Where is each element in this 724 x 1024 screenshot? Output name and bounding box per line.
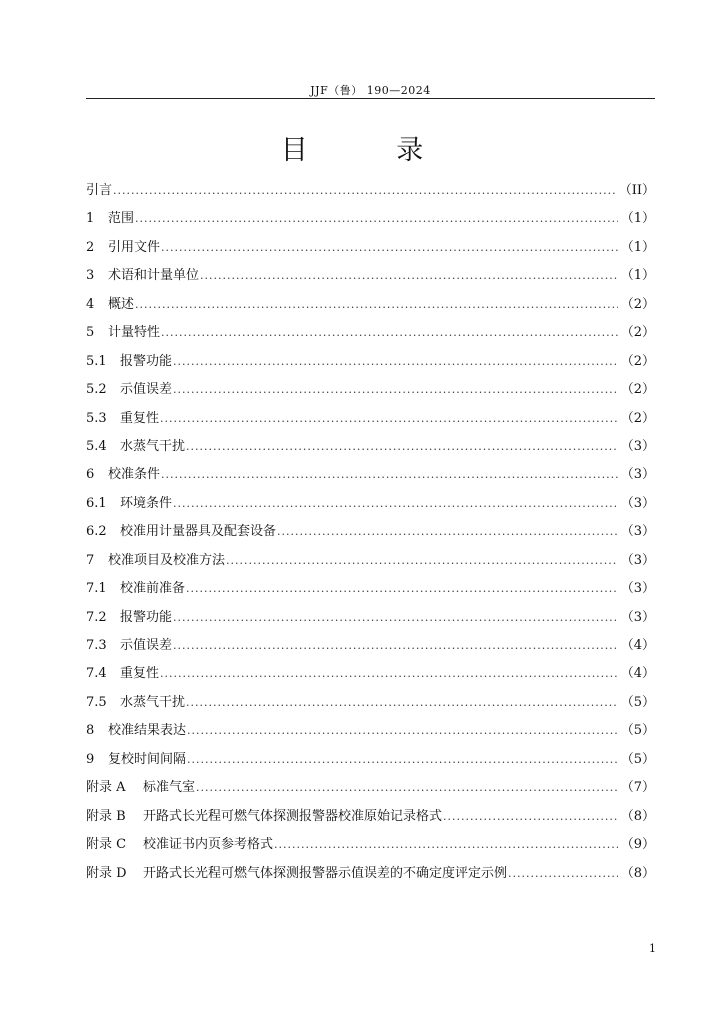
- toc-entry-label: 校准用计量器具及配套设备: [120, 524, 277, 540]
- toc-entry[interactable]: [86, 831, 655, 859]
- toc-entry-label: 报警功能: [120, 353, 173, 369]
- dot-leader: [160, 660, 618, 688]
- toc-entry-page: （3）: [620, 581, 655, 597]
- toc-entry-label: 示值误差: [120, 382, 173, 398]
- toc-entry-number: 6.2: [86, 524, 107, 540]
- toc-entry[interactable]: [86, 575, 655, 603]
- toc-entry-number: 4: [86, 296, 95, 312]
- table-of-contents: [86, 177, 655, 888]
- toc-entry-page: （II）: [618, 183, 655, 198]
- toc-entry[interactable]: [86, 774, 655, 802]
- toc-entry[interactable]: [86, 860, 655, 888]
- toc-entry-label: 校准结果表达: [108, 723, 187, 739]
- toc-entry-label: 范围: [108, 211, 135, 227]
- footer-page-number: 1: [649, 942, 656, 955]
- toc-entry[interactable]: [86, 803, 655, 831]
- toc-entry-page: （8）: [620, 808, 655, 824]
- dot-leader: [173, 490, 618, 518]
- toc-entry-label: 复校时间间隔: [108, 751, 187, 767]
- toc-entry-number: 2: [86, 239, 95, 255]
- dot-leader: [161, 234, 618, 262]
- toc-entry-page: （4）: [620, 666, 655, 682]
- toc-entry-label: 校准证书内页参考格式: [143, 837, 274, 853]
- toc-entry-number: 7.5: [86, 694, 107, 710]
- dot-leader: [173, 632, 618, 660]
- toc-entry[interactable]: [86, 689, 655, 717]
- toc-entry-page: （8）: [620, 865, 655, 881]
- toc-entry[interactable]: [86, 262, 655, 290]
- toc-entry-label: 计量特性: [108, 325, 161, 341]
- toc-entry-number: 6.1: [86, 495, 107, 511]
- dot-leader: [186, 575, 618, 603]
- toc-entry-page: （3）: [620, 609, 655, 625]
- dot-leader: [173, 348, 618, 376]
- toc-entry-number: 1: [86, 211, 95, 227]
- toc-entry-label: 概述: [108, 296, 135, 312]
- toc-entry-label: 校准项目及校准方法: [108, 552, 226, 568]
- toc-entry-number: 7.3: [86, 638, 107, 653]
- toc-entry[interactable]: [86, 518, 655, 546]
- toc-entry-page: （1）: [620, 239, 655, 255]
- dot-leader: [187, 717, 618, 745]
- toc-entry[interactable]: [86, 177, 655, 205]
- dot-leader: [161, 319, 618, 347]
- toc-entry-number: 7: [86, 552, 95, 568]
- dot-leader: [508, 860, 618, 888]
- dot-leader: [443, 803, 618, 831]
- toc-entry-label: 开路式长光程可燃气体探测报警器示值误差的不确定度评定示例: [143, 865, 508, 881]
- toc-entry-page: （5）: [620, 723, 655, 739]
- toc-entry-number: 附录 B: [86, 808, 126, 824]
- toc-entry[interactable]: [86, 746, 655, 774]
- toc-entry-number: 7.4: [86, 666, 107, 682]
- toc-entry-number: 5.1: [86, 353, 107, 369]
- dot-leader: [173, 376, 618, 404]
- toc-entry[interactable]: [86, 291, 655, 319]
- toc-entry[interactable]: [86, 660, 655, 688]
- toc-entry[interactable]: [86, 433, 655, 461]
- header-rule: [86, 98, 655, 99]
- toc-entry-page: （5）: [620, 694, 655, 710]
- toc-entry-label: 重复性: [120, 410, 160, 426]
- toc-entry-page: （3）: [620, 438, 655, 454]
- toc-entry[interactable]: [86, 205, 655, 233]
- toc-entry-label: 水蒸气干扰: [120, 438, 186, 454]
- toc-entry-label: 术语和计量单位: [108, 268, 200, 284]
- toc-entry-number: 7.1: [86, 581, 107, 597]
- toc-entry-number: 9: [86, 751, 95, 767]
- toc-entry[interactable]: [86, 461, 655, 489]
- toc-entry-label: 环境条件: [120, 495, 173, 511]
- toc-entry[interactable]: [86, 319, 655, 347]
- dot-leader: [196, 774, 618, 802]
- toc-entry-number: 5.2: [86, 382, 107, 398]
- toc-entry[interactable]: [86, 547, 655, 575]
- toc-entry-page: （3）: [620, 495, 655, 511]
- dot-leader: [200, 262, 618, 290]
- toc-entry-page: （3）: [620, 524, 655, 540]
- toc-entry-number: 5: [86, 325, 95, 341]
- dot-leader: [277, 518, 618, 546]
- toc-entry-page: （2）: [620, 382, 655, 398]
- toc-entry-page: （9）: [620, 837, 655, 853]
- toc-entry-page: （2）: [620, 325, 655, 341]
- dot-leader: [187, 746, 618, 774]
- toc-entry-number: 8: [86, 723, 95, 739]
- toc-entry-number: 6: [86, 467, 95, 483]
- toc-entry-page: （1）: [620, 211, 655, 227]
- toc-entry[interactable]: [86, 348, 655, 376]
- toc-entry-label: 水蒸气干扰: [120, 694, 186, 710]
- dot-leader: [135, 205, 618, 233]
- toc-entry-label: 重复性: [120, 666, 160, 682]
- toc-entry-number: 附录 A: [86, 780, 126, 796]
- toc-entry-label: 校准前准备: [120, 581, 186, 597]
- toc-entry-label: 标准气室: [143, 780, 196, 796]
- toc-entry-page: （3）: [620, 467, 655, 483]
- toc-entry[interactable]: [86, 717, 655, 745]
- toc-entry[interactable]: [86, 405, 655, 433]
- toc-entry-page: （7）: [620, 780, 655, 796]
- document-header-code: JJF（鲁） 190—2024: [310, 84, 431, 97]
- toc-entry[interactable]: [86, 604, 655, 632]
- toc-entry-label: 校准条件: [108, 467, 161, 483]
- dot-leader: [186, 433, 618, 461]
- toc-entry-number: 附录 D: [86, 865, 127, 881]
- dot-leader: [173, 604, 618, 632]
- toc-entry[interactable]: [86, 632, 655, 660]
- toc-entry-label: 示值误差: [120, 638, 173, 653]
- toc-entry-page: （3）: [620, 552, 655, 568]
- toc-entry-label: 开路式长光程可燃气体探测报警器校准原始记录格式: [143, 808, 443, 824]
- toc-entry-page: （2）: [620, 296, 655, 312]
- toc-entry[interactable]: [86, 490, 655, 518]
- toc-entry-label: 报警功能: [120, 609, 173, 625]
- dot-leader: [161, 461, 618, 489]
- page-title: 目 录: [280, 135, 464, 166]
- toc-entry-page: （2）: [620, 410, 655, 426]
- toc-entry[interactable]: [86, 234, 655, 262]
- toc-entry-page: （4）: [620, 638, 655, 653]
- toc-entry-page: （2）: [620, 353, 655, 369]
- dot-leader: [135, 291, 618, 319]
- dot-leader: [226, 547, 618, 575]
- dot-leader: [113, 177, 616, 205]
- toc-entry-label: 引用文件: [108, 239, 161, 255]
- dot-leader: [274, 831, 618, 859]
- toc-entry-page: （1）: [620, 268, 655, 284]
- toc-entry-number: 5.3: [86, 410, 107, 426]
- toc-entry-page: （5）: [620, 751, 655, 767]
- dot-leader: [186, 689, 618, 717]
- toc-entry[interactable]: [86, 376, 655, 404]
- toc-entry-number: 7.2: [86, 609, 107, 625]
- toc-entry-number: 3: [86, 268, 95, 284]
- toc-entry-label: 引言: [86, 183, 113, 198]
- toc-entry-number: 5.4: [86, 438, 107, 454]
- toc-entry-number: 附录 C: [86, 837, 127, 853]
- dot-leader: [160, 405, 618, 433]
